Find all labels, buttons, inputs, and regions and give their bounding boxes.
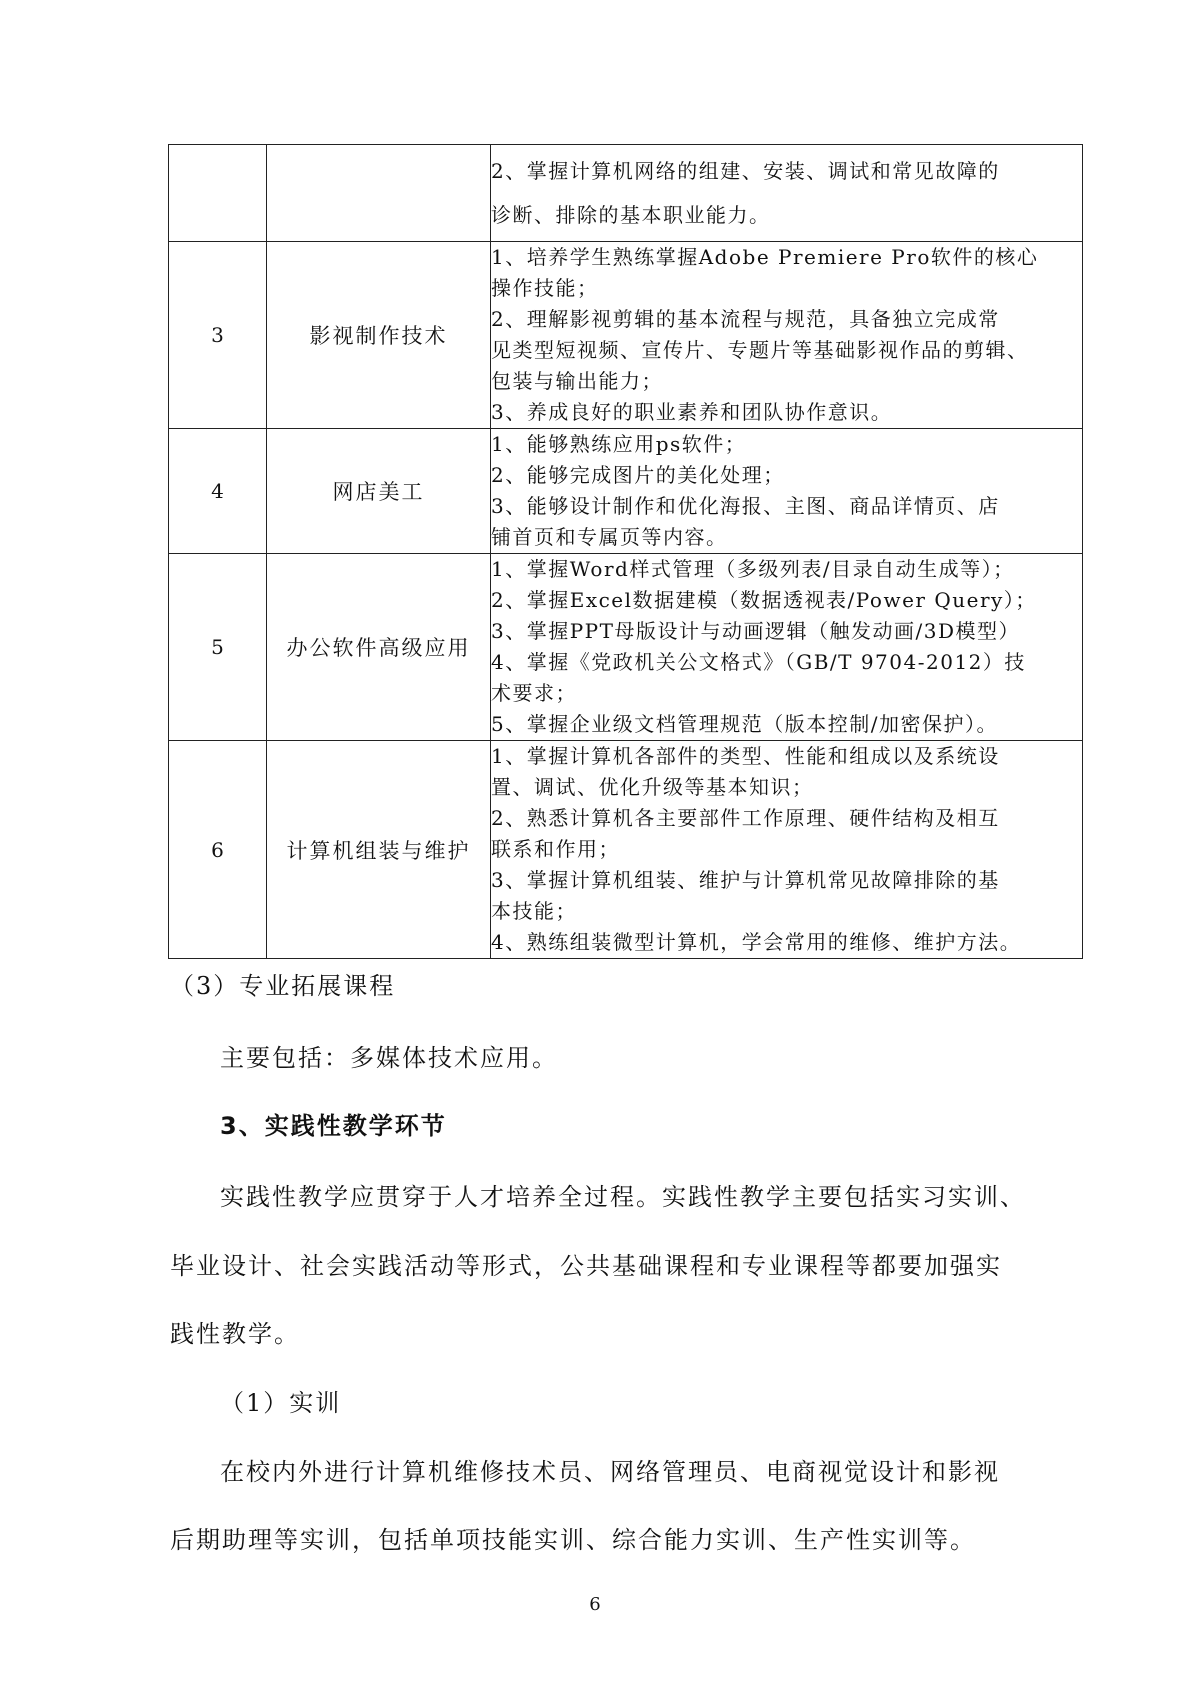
description-line: 3、掌握计算机组装、维护与计算机常见故障排除的基: [491, 868, 1000, 892]
course-name: 网店美工: [267, 429, 491, 554]
course-description: [491, 242, 1083, 429]
description-line: 3、能够设计制作和优化海报、主图、商品详情页、店: [491, 494, 1000, 518]
table-row: [169, 429, 1083, 554]
table-row: [169, 242, 1083, 429]
paragraph-line: 后期助理等实训，包括单项技能实训、综合能力实训、生产性实训等。: [170, 1526, 976, 1554]
description-line: 包装与输出能力；: [491, 369, 663, 393]
description-line: 铺首页和专属页等内容。: [491, 525, 728, 549]
description-line: 3、养成良好的职业素养和团队协作意识。: [491, 400, 893, 424]
description-line: 2、掌握Excel数据建模（数据透视表/Power Query）；: [491, 588, 1037, 612]
description-line: 2、熟悉计算机各主要部件工作原理、硬件结构及相互: [491, 806, 1000, 830]
extension-course-content: 主要包括：多媒体技术应用。: [220, 1044, 558, 1072]
row-number: [169, 145, 267, 242]
description-line: 见类型短视频、宣传片、专题片等基础影视作品的剪辑、: [491, 338, 1029, 362]
description-line: 置、调试、优化升级等基本知识；: [491, 775, 814, 799]
extension-course-heading: （3）专业拓展课程: [170, 972, 396, 1000]
description-line: 2、理解影视剪辑的基本流程与规范，具备独立完成常: [491, 307, 1000, 331]
course-description: [491, 554, 1083, 741]
description-line: 2、掌握计算机网络的组建、安装、调试和常见故障的: [491, 159, 1000, 183]
description-line: 诊断、排除的基本职业能力。: [491, 203, 771, 227]
description-line: 4、掌握《党政机关公文格式》（GB/T 9704-2012）技: [491, 650, 1026, 674]
subsection-heading: （1）实训: [220, 1389, 342, 1417]
table-row: [169, 741, 1083, 959]
course-name: [267, 145, 491, 242]
description-line: 1、能够熟练应用ps软件；: [491, 432, 747, 456]
description-line: 2、能够完成图片的美化处理；: [491, 463, 785, 487]
description-line: 3、掌握PPT母版设计与动画逻辑（触发动画/3D模型）: [491, 619, 1020, 643]
course-name: 办公软件高级应用: [267, 554, 491, 741]
row-number: 6: [169, 741, 267, 959]
description-line: 1、掌握计算机各部件的类型、性能和组成以及系统设: [491, 744, 1000, 768]
description-line: 本技能；: [491, 899, 577, 923]
paragraph-line: 毕业设计、社会实践活动等形式，公共基础课程和专业课程等都要加强实: [170, 1252, 1002, 1280]
description-line: 1、培养学生熟练掌握Adobe Premiere Pro软件的核心: [491, 245, 1039, 269]
description-line: 术要求；: [491, 681, 577, 705]
table-row: [169, 554, 1083, 741]
description-line: 5、掌握企业级文档管理规范（版本控制/加密保护）。: [491, 712, 998, 736]
description-line: 1、掌握Word样式管理（多级列表/目录自动生成等）；: [491, 557, 1015, 581]
section-title: 3、实践性教学环节: [220, 1112, 447, 1140]
course-name: 影视制作技术: [267, 242, 491, 429]
course-description: [491, 741, 1083, 959]
paragraph-line: 实践性教学应贯穿于人才培养全过程。实践性教学主要包括实习实训、: [220, 1183, 1026, 1211]
paragraph-line: 践性教学。: [170, 1320, 300, 1348]
row-number: 4: [169, 429, 267, 554]
row-number: 5: [169, 554, 267, 741]
description-line: 操作技能；: [491, 276, 599, 300]
page-number: 6: [589, 1594, 601, 1615]
course-description: [491, 145, 1083, 242]
description-line: 联系和作用；: [491, 837, 620, 861]
paragraph-line: 在校内外进行计算机维修技术员、网络管理员、电商视觉设计和影视: [220, 1458, 1000, 1486]
row-number: 3: [169, 242, 267, 429]
course-name: 计算机组装与维护: [267, 741, 491, 959]
course-description: [491, 429, 1083, 554]
course-table: [168, 144, 1083, 959]
table-row: [169, 145, 1083, 242]
description-line: 4、熟练组装微型计算机，学会常用的维修、维护方法。: [491, 930, 1022, 954]
